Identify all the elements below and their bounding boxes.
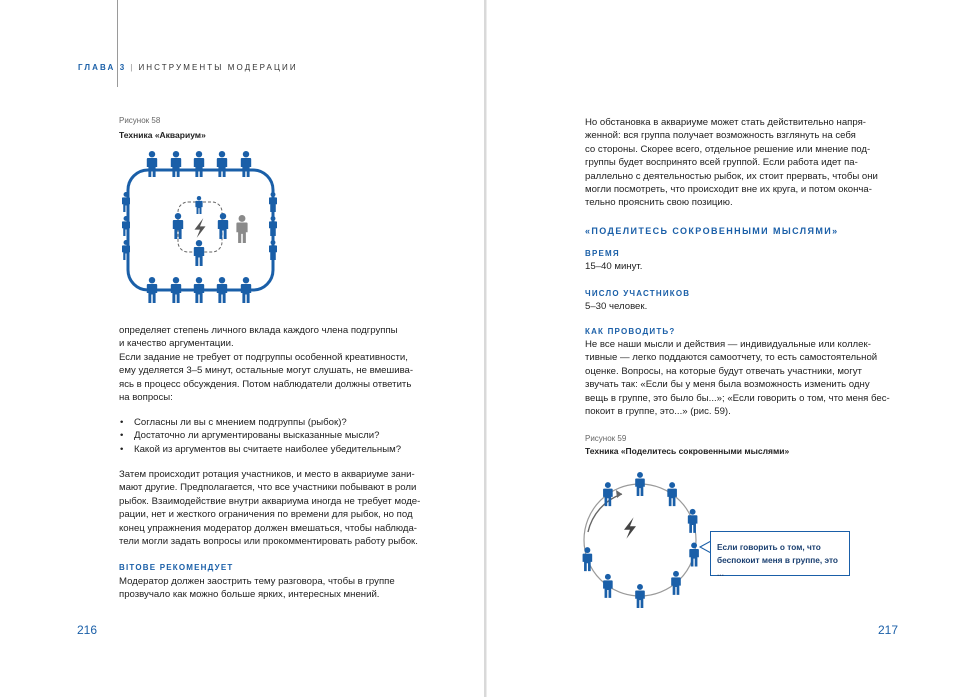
text-line: и качество аргументации. xyxy=(119,338,234,350)
text-line: со стороны. Скорее всего, отдельное решение или мнение под- xyxy=(585,143,871,155)
participants-value: 5–30 человек. xyxy=(585,301,648,312)
text-line: женной: вся группа получает возможность взглянуть на себя xyxy=(585,130,856,142)
text-line: тивные — легко поддаются самоотчету, то есть самостоятельной xyxy=(585,352,878,364)
person-icon xyxy=(194,240,204,266)
text-line: рации, нет и жесткого ограничения по времени для рыбок, но под xyxy=(119,509,413,521)
person-icon xyxy=(171,151,181,177)
person-icon xyxy=(241,277,251,303)
person-icon xyxy=(218,213,228,239)
person-icon xyxy=(194,151,204,177)
text-line: ему уделяется 3–5 минут, остальные могут слушать, не вмешива- xyxy=(119,365,414,377)
text-line: прозвучало как можно больше ярких, интересных мнений. xyxy=(119,589,380,601)
time-value: 15–40 минут. xyxy=(585,261,643,272)
how-to-text xyxy=(585,338,897,418)
left-paragraph-1 xyxy=(119,324,431,404)
callout-line: Если говорить о том, что xyxy=(717,542,821,552)
text-line: рыбок. Взаимодействие внутри аквариума иногда не требует моде- xyxy=(119,495,421,507)
text-line: ясь в процесс обсуждения. Потом наблюдатели должны ответить xyxy=(119,378,412,390)
text-line: могли посмотреть, что происходит вне их круга, и потом оконча- xyxy=(585,184,872,196)
tip-heading: BITOBE РЕКОМЕНДУЕТ xyxy=(119,563,234,572)
text-line: Если задание не требует от подгруппы особенной креативности, xyxy=(119,351,408,363)
person-icon xyxy=(241,151,251,177)
text-line: конец упражнения модератор должен вмешаться, чтобы наблюда- xyxy=(119,522,417,534)
page-number-right: 217 xyxy=(878,623,899,637)
text-line: тели могли задать вопросы или прокомментировать работу рыбок. xyxy=(119,536,418,548)
list-item: • Какой из аргументов вы считаете наиболее убедительным? xyxy=(119,443,431,456)
text-line: Но обстановка в аквариуме может стать действительно напря- xyxy=(585,117,866,128)
participants-label: ЧИСЛО УЧАСТНИКОВ xyxy=(585,289,691,298)
person-icon xyxy=(236,215,247,243)
text-line: Модератор должен заострить тему разговора, чтобы в группе xyxy=(119,576,395,587)
page-number-left: 216 xyxy=(77,623,98,637)
person-icon xyxy=(147,277,157,303)
callout-line: беспокоит меня в группе, это ... xyxy=(717,555,838,578)
text-line: раллельно с деятельностью рыбок, их стоит прервать, чтобы они xyxy=(585,170,878,182)
person-icon xyxy=(195,196,202,214)
text-line: Не все наши мысли и действия — индивидуальные или коллек- xyxy=(585,339,871,350)
right-paragraph-1 xyxy=(585,116,897,210)
running-head: ГЛАВА 3 | ИНСТРУМЕНТЫ МОДЕРАЦИИ xyxy=(78,63,298,72)
person-icon xyxy=(171,277,181,303)
person-icon xyxy=(217,277,227,303)
figure-59-title: Техника «Поделитесь сокровенными мыслями» xyxy=(585,446,790,456)
section-title: «ПОДЕЛИТЕСЬ СОКРОВЕННЫМИ МЫСЛЯМИ» xyxy=(585,226,839,236)
chapter-number: ГЛАВА 3 xyxy=(78,63,127,72)
text-line: тельно прояснить свою позицию. xyxy=(585,197,733,209)
speech-bubble-text xyxy=(717,541,847,580)
person-icon xyxy=(147,151,157,177)
chapter-title: ИНСТРУМЕНТЫ МОДЕРАЦИИ xyxy=(138,63,298,72)
figure-58-caption: Рисунок 58 xyxy=(119,116,161,125)
left-paragraph-2 xyxy=(119,468,431,548)
figure-58-title: Техника «Аквариум» xyxy=(119,130,206,140)
person-icon xyxy=(194,277,204,303)
text-line: на вопросы: xyxy=(119,392,173,404)
text-line: покоит в группе, это...» (рис. 59). xyxy=(585,406,731,418)
observer-questions-list xyxy=(119,416,431,456)
text-line: Затем происходит ротация участников, и место в аквариуме зани- xyxy=(119,469,415,480)
text-line: определяет степень личного вклада каждого члена подгруппы xyxy=(119,325,398,336)
list-item: • Согласны ли вы с мнением подгруппы (рыбок)? xyxy=(119,416,431,429)
person-icon xyxy=(217,151,227,177)
text-line: звучать так: «Если бы у меня была возможность изменить одну xyxy=(585,379,870,391)
tip-text xyxy=(119,575,431,602)
figure-59-caption: Рисунок 59 xyxy=(585,434,627,443)
time-label: ВРЕМЯ xyxy=(585,249,620,258)
text-line: мают другие. Предполагается, что все участники побывают в роли xyxy=(119,482,417,494)
list-item: • Достаточно ли аргументированы высказанные мысли? xyxy=(119,429,431,442)
text-line: оценке. Вопросы, на которые будут отвечать участники, могут xyxy=(585,365,862,377)
speech-bubble xyxy=(710,531,850,576)
lightning-icon xyxy=(195,218,206,238)
text-line: группы будет воспринято всей группой. Если работа идет па- xyxy=(585,157,858,169)
how-to-label: КАК ПРОВОДИТЬ? xyxy=(585,327,676,336)
text-line: вещь в группе, это было бы...»; «Если говорить о том, что меня бес- xyxy=(585,392,890,404)
